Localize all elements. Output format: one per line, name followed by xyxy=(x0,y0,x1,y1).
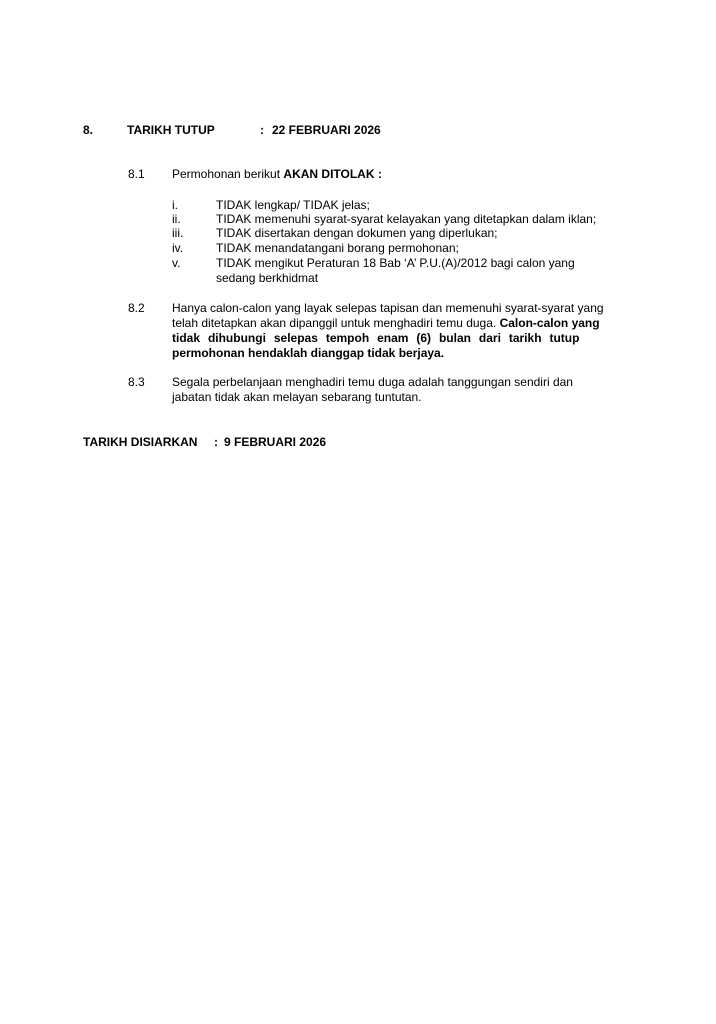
paragraph-8-2-line-4: permohonan hendaklah dianggap tidak berjaya. xyxy=(172,346,445,360)
paragraph-8-3-line-1: Segala perbelanjaan menghadiri temu duga adalah tanggungan sendiri dan xyxy=(172,375,573,389)
paragraph-8-3-line-2: jabatan tidak akan melayan sebarang tuntutan. xyxy=(172,390,422,404)
published-separator: : xyxy=(214,435,218,449)
list-item-numeral: iv. xyxy=(172,241,184,255)
subsection-8-1-intro xyxy=(172,167,382,181)
published-date: 9 FEBRUARI 2026 xyxy=(224,435,327,449)
list-item-numeral: ii. xyxy=(172,212,181,226)
paragraph-8-2-bold-start: Calon-calon yang xyxy=(499,316,600,330)
paragraph-8-2-line-1: Hanya calon-calon yang layak selepas tapisan dan memenuhi syarat-syarat yang xyxy=(172,301,604,315)
intro-plain-text: Permohonan berikut xyxy=(172,167,284,181)
list-item-numeral: i. xyxy=(172,198,178,212)
list-item-text: TIDAK memenuhi syarat-syarat kelayakan yang ditetapkan dalam iklan; xyxy=(216,212,597,226)
list-item-numeral: iii. xyxy=(172,226,184,240)
published-label: TARIKH DISIARKAN xyxy=(83,435,198,449)
section-title: TARIKH TUTUP xyxy=(127,123,215,137)
list-item-text: TIDAK menandatangani borang permohonan; xyxy=(216,241,459,255)
subsection-8-2-number: 8.2 xyxy=(128,301,145,315)
paragraph-8-2-line-2 xyxy=(172,316,600,330)
paragraph-8-2-plain: telah ditetapkan akan dipanggil untuk menghadiri temu duga. xyxy=(172,316,500,330)
list-item-text: TIDAK disertakan dengan dokumen yang diperlukan; xyxy=(216,226,498,240)
list-item-numeral: v. xyxy=(172,256,181,270)
subsection-8-3-number: 8.3 xyxy=(128,375,145,389)
list-item-text-continued: sedang berkhidmat xyxy=(216,271,319,285)
subsection-8-1-number: 8.1 xyxy=(128,167,145,181)
list-item-text: TIDAK mengikut Peraturan 18 Bab ‘A’ P.U.(A)/2012 bagi calon yang xyxy=(216,256,575,270)
list-item-text: TIDAK lengkap/ TIDAK jelas; xyxy=(216,198,370,212)
section-number: 8. xyxy=(83,123,94,137)
paragraph-8-2-line-3: tidak dihubungi selepas tempoh enam (6) bulan dari tarikh tutup xyxy=(172,331,580,345)
closing-date: 22 FEBRUARI 2026 xyxy=(272,123,381,137)
section-separator: : xyxy=(260,123,264,137)
intro-bold-text: AKAN DITOLAK : xyxy=(283,167,382,181)
